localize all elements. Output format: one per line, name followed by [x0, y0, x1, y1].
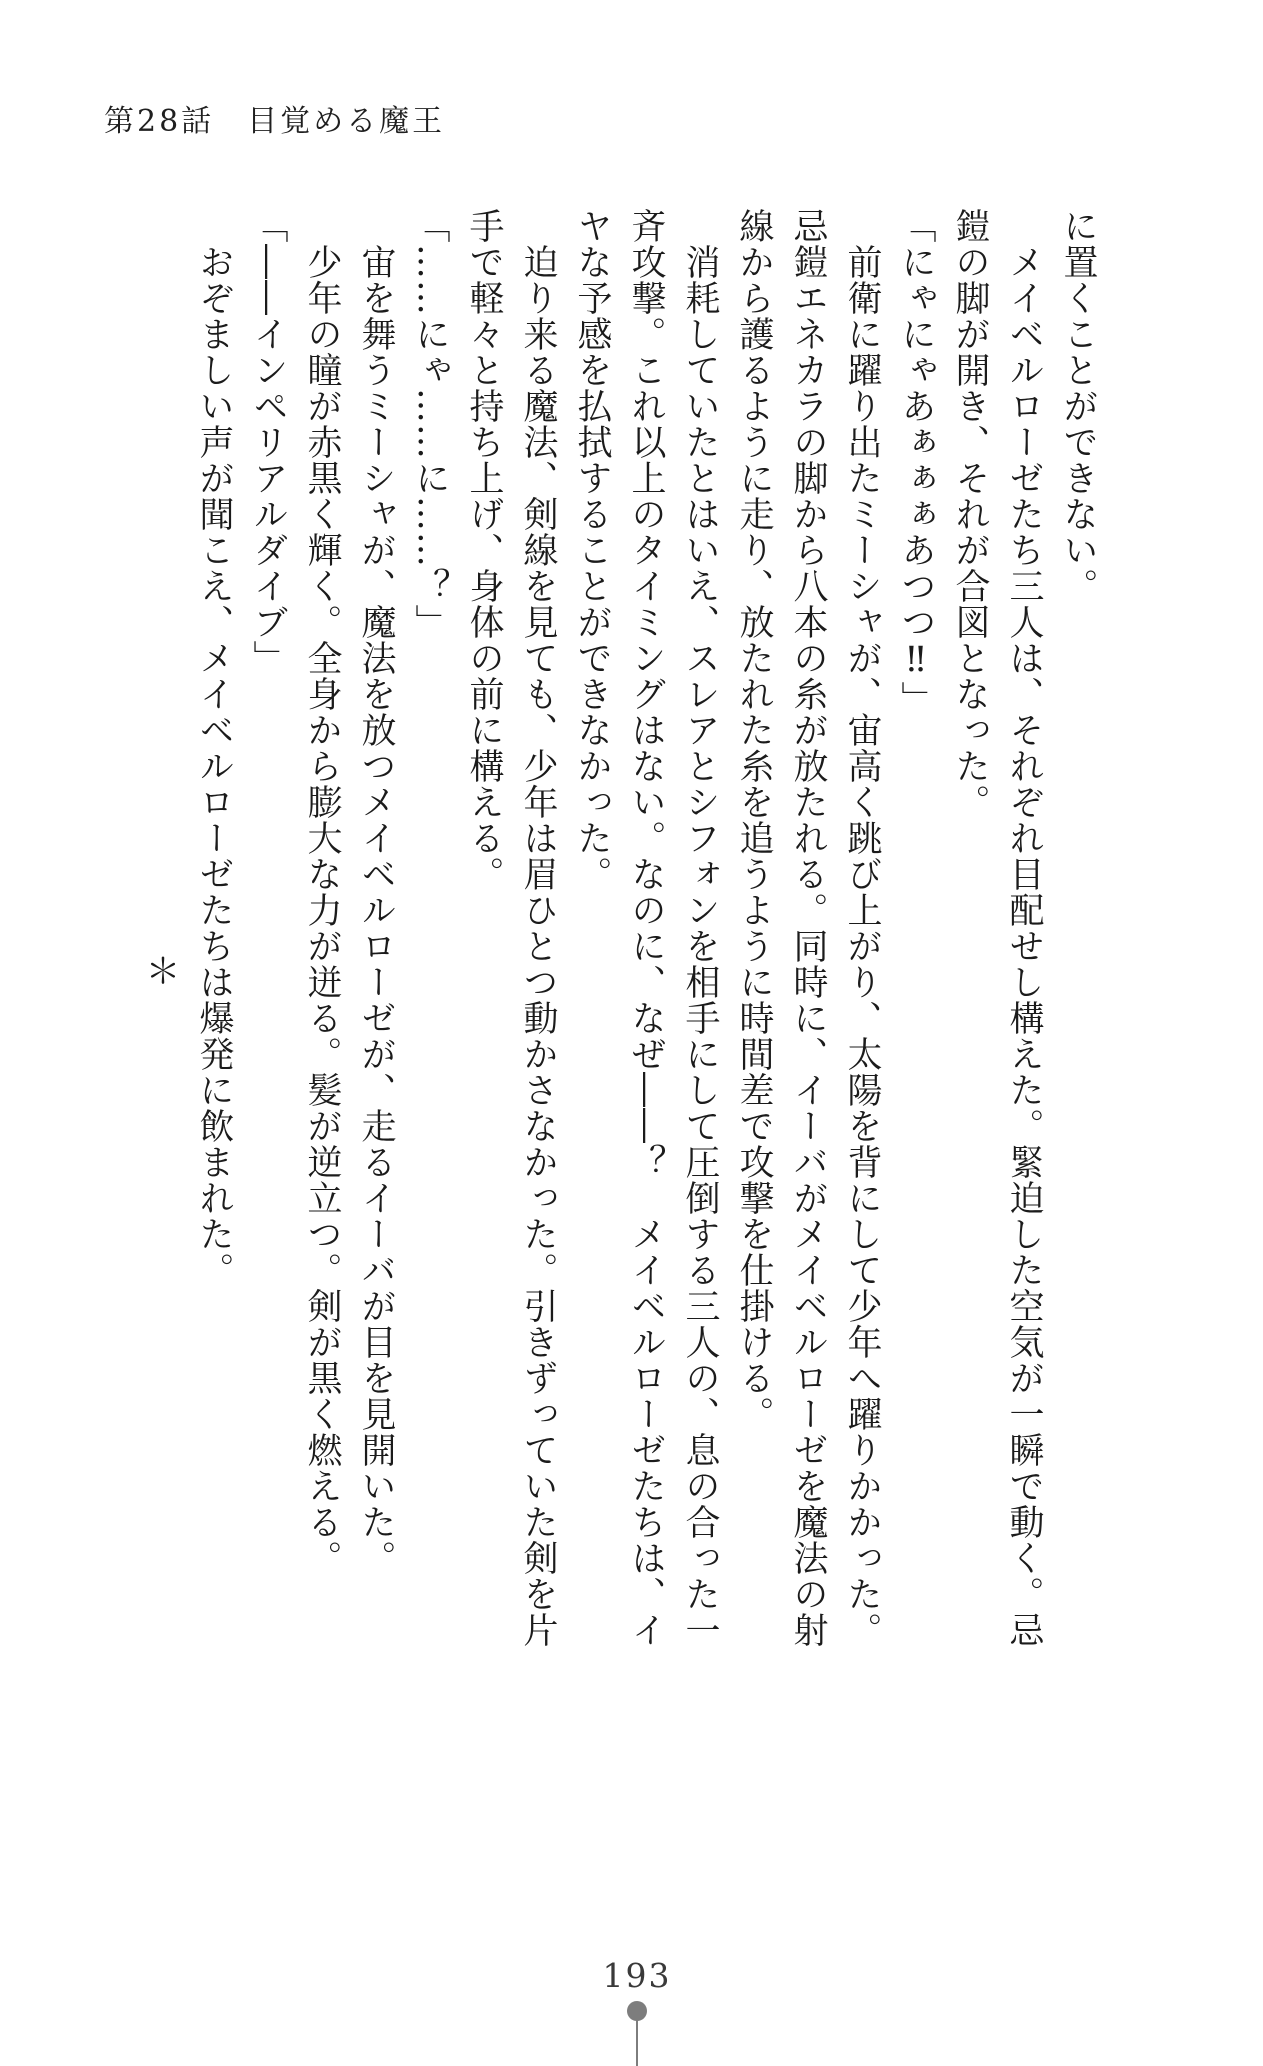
- text-column-6: 忌鎧エネカラの脚から八本の糸が放たれる。同時に、イーバがメイベルローゼを魔法の射: [788, 208, 828, 1648]
- text-column-2: メイベルローゼたち三人は、それぞれ目配せし構えた。緊迫した空気が一瞬で動く。忌: [1004, 244, 1044, 1648]
- text-column-9: 斉攻撃。これ以上のタイミングはない。なのに、なぜ――？ メイベルローゼたちは、イ: [626, 208, 666, 1648]
- text-column-12: 手で軽々と持ち上げ、身体の前に構える。: [464, 208, 504, 892]
- text-column-8: 消耗していたとはいえ、スレアとシフォンを相手にして圧倒する三人の、息の合った一: [680, 244, 720, 1648]
- text-column-11: 迫り来る魔法、剣線を見ても、少年は眉ひとつ動かさなかった。引きずっていた剣を片: [518, 244, 558, 1648]
- text-column-3: 鎧の脚が開き、それが合図となった。: [950, 208, 990, 820]
- text-column-13: 「……にゃ……に……？」: [410, 208, 450, 640]
- text-column-5: 前衛に躍り出たミーシャが、宙高く跳び上がり、太陽を背にして少年へ躍りかかった。: [842, 244, 882, 1648]
- chapter-header: 第28話 目覚める魔王: [104, 104, 446, 139]
- text-column-10: ヤな予感を払拭することができなかった。: [572, 208, 612, 892]
- text-column-4: 「にゃにゃあぁぁぁあつつ‼」: [896, 208, 936, 717]
- text-column-16: 「――インペリアルダイブ」: [248, 208, 288, 676]
- body-text: [133, 208, 1105, 1660]
- page-number: 193: [602, 1956, 672, 1995]
- text-column-15: 少年の瞳が赤黒く輝く。全身から膨大な力が迸る。髪が逆立つ。剣が黒く燃える。: [302, 244, 342, 1576]
- scene-break-asterisk: ＊: [140, 953, 180, 989]
- text-column-7: 線から護るように走り、放たれた糸を追うように時間差で攻撃を仕掛ける。: [734, 208, 774, 1432]
- footer-line-ornament: [636, 2013, 638, 2066]
- text-column-17: おぞましい声が聞こえ、メイベルローゼたちは爆発に飲まれた。: [194, 244, 234, 1288]
- text-column-14: 宙を舞うミーシャが、魔法を放つメイベルローゼが、走るイーバが目を見開いた。: [356, 244, 396, 1576]
- text-column-1: に置くことができない。: [1058, 208, 1098, 604]
